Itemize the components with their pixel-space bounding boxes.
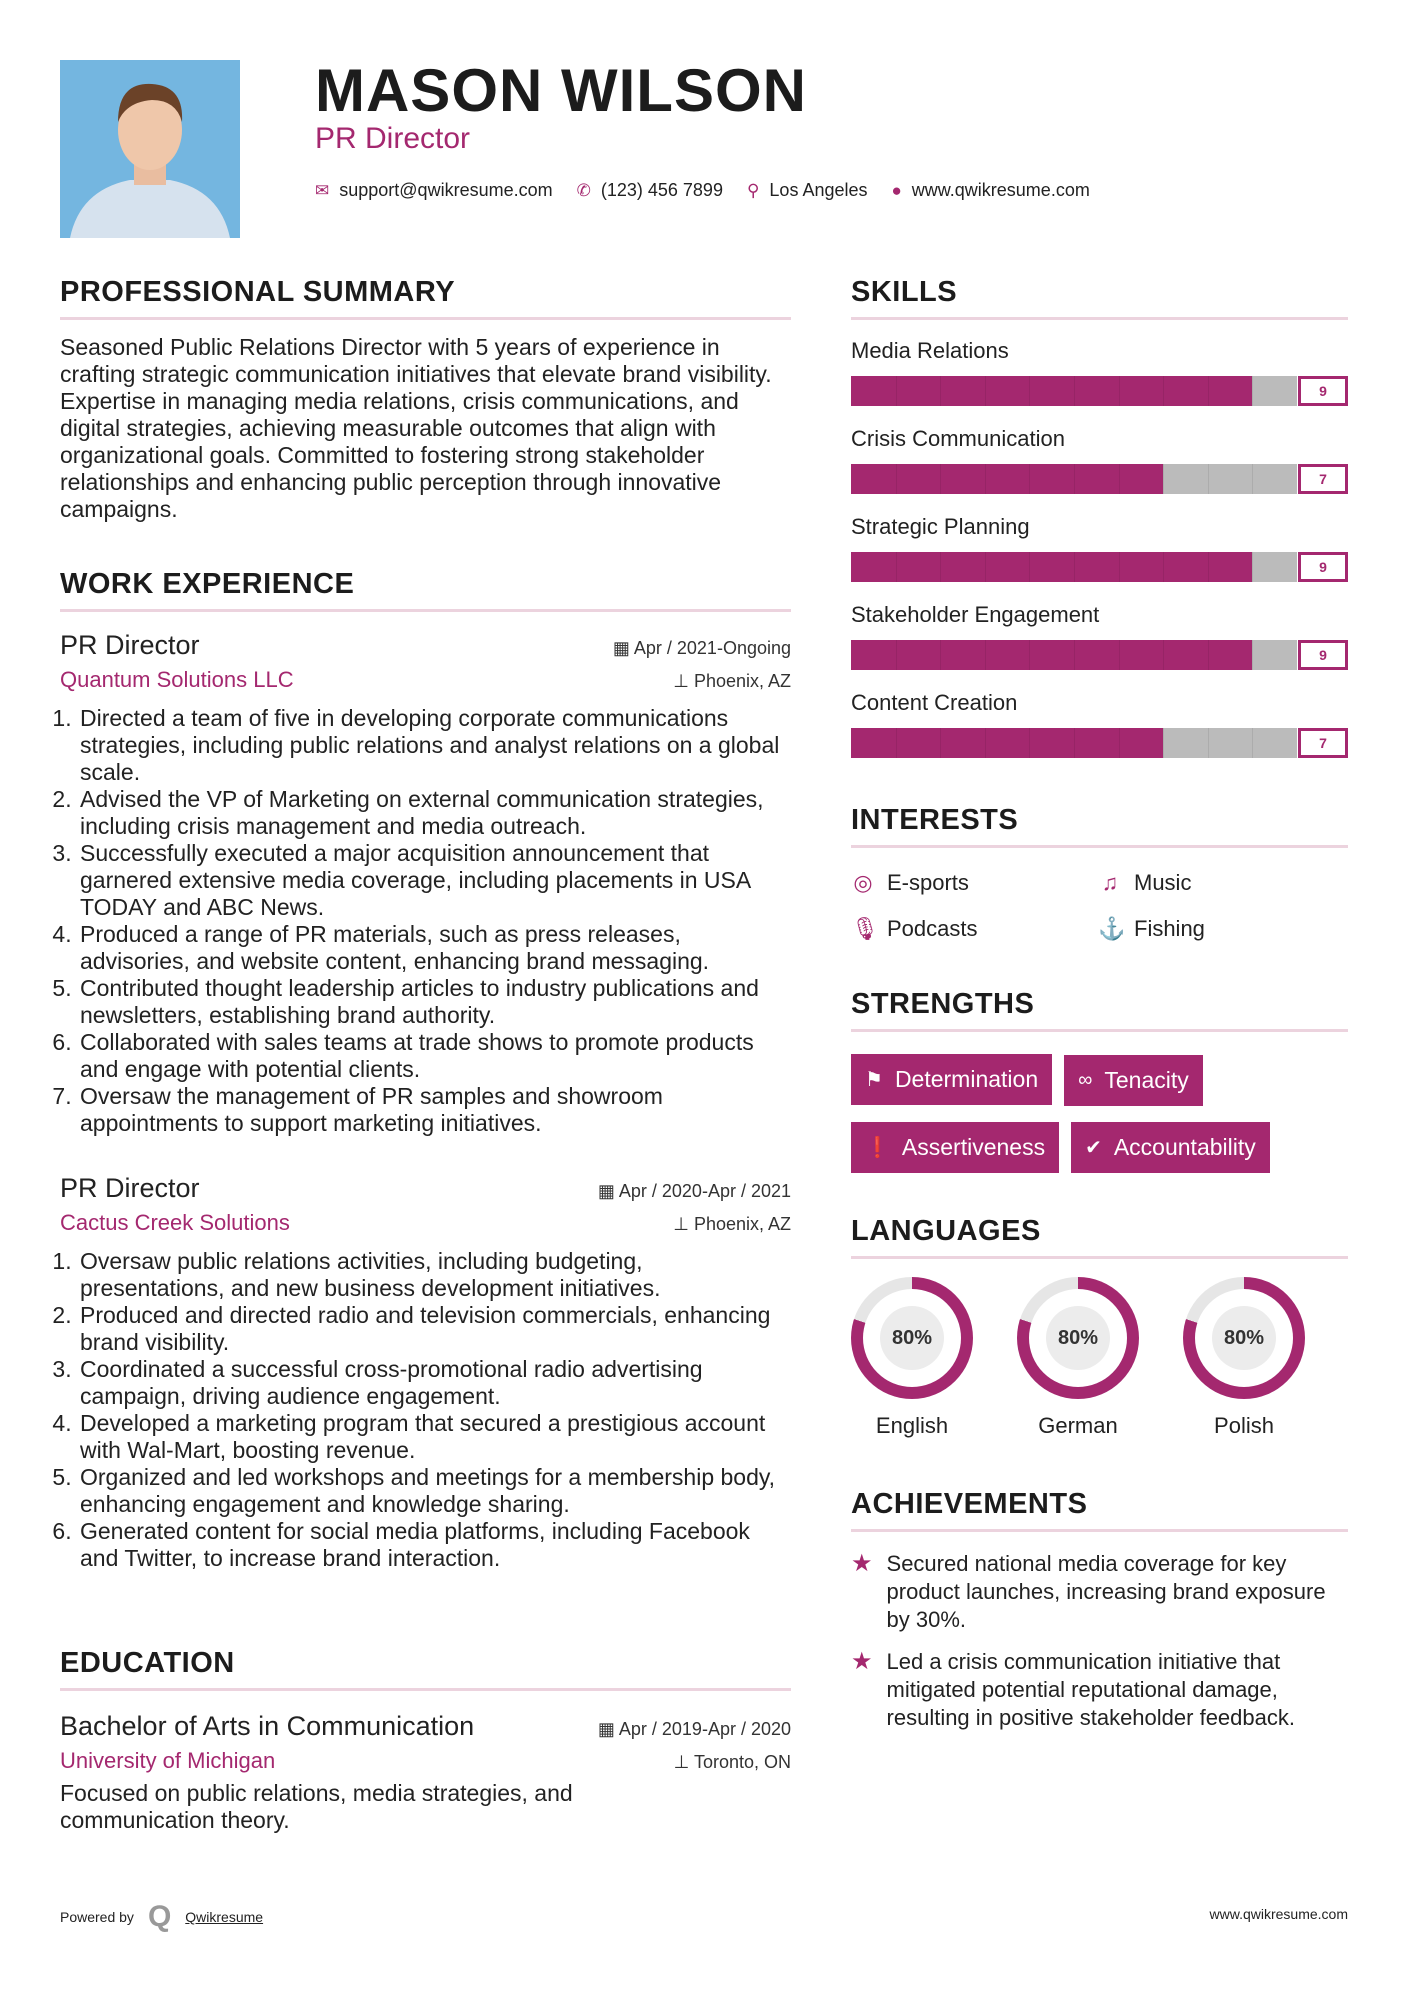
bar-segment-divider <box>896 640 897 670</box>
bar-segment-divider <box>940 552 941 582</box>
life-ring-icon: ◎ <box>853 870 873 895</box>
skill-name: Crisis Communication <box>851 426 1065 451</box>
bar-segment-divider <box>1163 376 1164 406</box>
skill-name: Strategic Planning <box>851 514 1030 539</box>
skill-fill <box>851 640 1252 670</box>
strength-label: Accountability <box>1113 1134 1256 1160</box>
job-title: PR Director <box>60 630 200 660</box>
candidate-name: MASON WILSON <box>315 57 807 124</box>
strength-badge <box>851 1054 1052 1105</box>
bar-segment-divider <box>1074 376 1075 406</box>
profile-photo <box>60 60 240 238</box>
bar-segment-divider <box>985 552 986 582</box>
skill-score: 9 <box>1298 376 1348 406</box>
footer-website[interactable]: www.qwikresume.com <box>1209 1906 1348 1922</box>
divider <box>851 845 1348 848</box>
bullet-item: 1. Directed a team of five in developing corporate communications strategies, including public relations and analyst relations on a global scale. <box>78 705 791 786</box>
bar-segment-divider <box>1208 464 1209 494</box>
skill-bar <box>851 552 1348 582</box>
bar-segment-divider <box>1029 464 1030 494</box>
work-section <box>60 568 791 1608</box>
strength-badge <box>1071 1122 1270 1173</box>
footer-powered <box>60 1900 263 1934</box>
bullet-item: 3. Coordinated a successful cross-promotional radio advertising campaign, driving audience engagement. <box>78 1356 791 1410</box>
job-location: Phoenix, AZ <box>693 671 791 691</box>
bar-segment-divider <box>896 728 897 758</box>
envelope-icon: ✉ <box>315 180 330 200</box>
bullet-item: 4. Produced a range of PR materials, such as press releases, advisories, and website content, enhancing brand messaging. <box>78 921 791 975</box>
interest-item <box>851 906 1098 952</box>
skill-item <box>851 426 1348 494</box>
skill-item <box>851 602 1348 670</box>
degree: Bachelor of Arts in Communication <box>60 1711 475 1741</box>
skill-name: Content Creation <box>851 690 1018 715</box>
language-progress-ring <box>1183 1277 1305 1399</box>
strengths-section <box>851 988 1348 1189</box>
bar-segment-divider <box>896 464 897 494</box>
language-name: Polish <box>1214 1413 1274 1438</box>
section-heading: LANGUAGES <box>851 1215 1041 1247</box>
bar-segment-divider <box>1074 640 1075 670</box>
bar-segment-divider <box>1208 728 1209 758</box>
bar-segment-divider <box>1119 728 1120 758</box>
flag-icon: ⚑ <box>865 1069 883 1091</box>
company-name: Quantum Solutions LLC <box>60 667 294 692</box>
strength-label: Determination <box>894 1066 1039 1092</box>
interest-item <box>1098 906 1348 952</box>
bar-segment-divider <box>896 376 897 406</box>
email-link[interactable]: support@qwikresume.com <box>339 180 553 200</box>
bar-segment-divider <box>896 552 897 582</box>
bar-segment-divider <box>1163 464 1164 494</box>
qwikresume-logo-icon: Q <box>147 1900 172 1933</box>
bullet-item: 6. Collaborated with sales teams at trade shows to promote products and engage with potential clients. <box>78 1029 791 1083</box>
language-percent: 80% <box>880 1306 944 1370</box>
bar-segment-divider <box>940 376 941 406</box>
pin-icon: ⊥ <box>673 1752 694 1772</box>
skill-fill <box>851 376 1252 406</box>
bullet-item: 3. Successfully executed a major acquisition announcement that garnered extensive media coverage, including placements in USA TODAY and ABC News. <box>78 840 791 921</box>
language-item <box>1183 1277 1305 1439</box>
skill-bar <box>851 728 1348 758</box>
bar-segment-divider <box>940 640 941 670</box>
interest-label: Podcasts <box>887 916 978 941</box>
shooting-star-icon: ★ <box>851 1648 873 1675</box>
achievement-text: Led a crisis communication initiative that mitigated potential reputational damage, resulting in positive stakeholder feedback. <box>886 1649 1295 1730</box>
skill-fill <box>851 728 1163 758</box>
strength-label: Assertiveness <box>901 1134 1046 1160</box>
job-dates: Apr / 2020-Apr / 2021 <box>618 1181 791 1201</box>
bullet-item: 5. Organized and led workshops and meetings for a membership body, enhancing engagement and knowledge sharing. <box>78 1464 791 1518</box>
bar-segment-divider <box>1074 552 1075 582</box>
bar-segment-divider <box>1074 728 1075 758</box>
strength-badge <box>1064 1055 1203 1106</box>
bullet-item: 2. Advised the VP of Marketing on external communication strategies, including crisis management and media outreach. <box>78 786 791 840</box>
summary-text: Seasoned Public Relations Director with 5 years of experience in crafting strategic communication initiatives that elevate brand visibility. Expertise in managing media relations, crisis communications, and digital strategies, achieving measurable outcomes that align with organizational goals. Committed to fostering strong stakeholder relationships and enhancing public perception through innovative campaigns. <box>60 334 772 522</box>
company-name: Cactus Creek Solutions <box>60 1210 290 1235</box>
bar-segment-divider <box>1029 728 1030 758</box>
language-name: English <box>875 1413 949 1438</box>
calendar-icon: ▦ <box>597 1181 619 1201</box>
bar-segment-divider <box>1029 552 1030 582</box>
shooting-star-icon: ★ <box>851 1550 873 1577</box>
job-bullets <box>60 705 791 1137</box>
bullet-item: 4. Developed a marketing program that secured a prestigious account with Wal-Mart, boosting revenue. <box>78 1410 791 1464</box>
language-item <box>1017 1277 1139 1439</box>
job-entry <box>60 1173 791 1572</box>
location-text: Los Angeles <box>769 180 868 200</box>
bullet-item: 2. Produced and directed radio and television commercials, enhancing brand visibility. <box>78 1302 791 1356</box>
skill-item <box>851 690 1348 758</box>
interest-item <box>1098 860 1348 906</box>
bar-segment-divider <box>985 376 986 406</box>
education-section <box>60 1647 791 1834</box>
bar-segment-divider <box>940 464 941 494</box>
bar-segment-divider <box>1163 552 1164 582</box>
skill-bar <box>851 640 1348 670</box>
pin-icon: ⊥ <box>673 1214 694 1234</box>
bar-segment-divider <box>1252 376 1253 406</box>
map-pin-icon: ⚲ <box>746 180 760 200</box>
school: University of Michigan <box>60 1748 276 1773</box>
skill-score: 9 <box>1298 552 1348 582</box>
phone-icon: ✆ <box>576 180 591 200</box>
skills-section <box>851 276 1348 778</box>
bullet-item: 1. Oversaw public relations activities, including budgeting, presentations, and new business development initiatives. <box>78 1248 791 1302</box>
bar-segment-divider <box>1252 640 1253 670</box>
bar-segment-divider <box>940 728 941 758</box>
language-percent: 80% <box>1212 1306 1276 1370</box>
bar-segment-divider <box>985 728 986 758</box>
interest-label: E-sports <box>887 870 969 895</box>
interests-section <box>851 804 1348 952</box>
calendar-icon: ▦ <box>597 1719 619 1739</box>
exclamation-circle-icon: ❗ <box>865 1137 890 1159</box>
music-icon: ♫ <box>1101 870 1119 895</box>
bar-segment-divider <box>1119 552 1120 582</box>
section-heading: PROFESSIONAL SUMMARY <box>60 276 456 308</box>
bar-segment-divider <box>1252 552 1253 582</box>
language-name: German <box>1038 1413 1118 1438</box>
section-heading: INTERESTS <box>851 804 1019 836</box>
job-entry <box>60 630 791 1137</box>
divider <box>851 1256 1348 1259</box>
bar-segment-divider <box>1208 640 1209 670</box>
section-heading: ACHIEVEMENTS <box>851 1488 1088 1520</box>
divider <box>60 1688 791 1691</box>
interest-label: Music <box>1134 870 1192 895</box>
language-percent: 80% <box>1046 1306 1110 1370</box>
bar-segment-divider <box>1208 552 1209 582</box>
divider <box>60 609 791 612</box>
bar-segment-divider <box>1119 464 1120 494</box>
skill-fill <box>851 464 1163 494</box>
bar-segment-divider <box>1252 728 1253 758</box>
interest-label: Fishing <box>1134 916 1205 941</box>
bar-segment-divider <box>1163 728 1164 758</box>
website-link[interactable]: www.qwikresume.com <box>911 180 1090 200</box>
languages-section <box>851 1215 1348 1439</box>
check-circle-icon: ✔ <box>1085 1137 1102 1159</box>
bar-segment-divider <box>1119 640 1120 670</box>
summary-section <box>60 276 791 523</box>
bar-segment-divider <box>1208 376 1209 406</box>
skill-item <box>851 514 1348 582</box>
achievement-item <box>851 1648 1348 1732</box>
bar-segment-divider <box>1074 464 1075 494</box>
anchor-icon: ⚓ <box>1098 916 1126 941</box>
divider <box>851 1529 1348 1532</box>
bullet-item: 7. Oversaw the management of PR samples and showroom appointments to support marketing initiatives. <box>78 1083 791 1137</box>
bar-segment-divider <box>1029 376 1030 406</box>
skill-score: 7 <box>1298 464 1348 494</box>
education-location: Toronto, ON <box>693 1752 791 1772</box>
bullet-item: 5. Contributed thought leadership articles to industry publications and newsletters, establishing brand authority. <box>78 975 791 1029</box>
language-progress-ring <box>851 1277 973 1399</box>
bullet-item: 6. Generated content for social media platforms, including Facebook and Twitter, to increase brand interaction. <box>78 1518 791 1572</box>
pin-icon: ⊥ <box>673 671 694 691</box>
bar-segment-divider <box>1119 376 1120 406</box>
contact-row <box>315 180 1090 201</box>
achievement-item <box>851 1550 1348 1634</box>
strength-badge <box>851 1122 1059 1173</box>
section-heading: SKILLS <box>851 276 958 308</box>
interest-item <box>851 860 1098 906</box>
phone-text: (123) 456 7899 <box>600 180 723 200</box>
achievements-section <box>851 1488 1348 1746</box>
divider <box>60 317 791 320</box>
bar-segment-divider <box>985 640 986 670</box>
skill-bar <box>851 464 1348 494</box>
skill-fill <box>851 552 1252 582</box>
divider <box>851 1029 1348 1032</box>
bar-segment-divider <box>985 464 986 494</box>
job-dates: Apr / 2021-Ongoing <box>633 638 791 658</box>
skill-name: Media Relations <box>851 338 1009 363</box>
calendar-icon: ▦ <box>612 638 634 658</box>
globe-icon: ● <box>891 180 902 200</box>
skill-name: Stakeholder Engagement <box>851 602 1100 627</box>
powered-by-text: Powered by <box>60 1909 134 1925</box>
section-heading: WORK EXPERIENCE <box>60 568 355 600</box>
skill-score: 9 <box>1298 640 1348 670</box>
divider <box>851 317 1348 320</box>
brand-link[interactable]: Qwikresume <box>185 1909 264 1925</box>
job-location: Phoenix, AZ <box>693 1214 791 1234</box>
strength-label: Tenacity <box>1104 1067 1189 1093</box>
link-icon: ∞ <box>1078 1069 1093 1091</box>
education-dates: Apr / 2019-Apr / 2020 <box>618 1719 791 1739</box>
skill-bar <box>851 376 1348 406</box>
job-title: PR Director <box>60 1173 200 1203</box>
bar-segment-divider <box>1029 640 1030 670</box>
language-progress-ring <box>1017 1277 1139 1399</box>
language-item <box>851 1277 973 1439</box>
candidate-title: PR Director <box>315 122 471 155</box>
section-heading: STRENGTHS <box>851 988 1035 1020</box>
skill-item <box>851 338 1348 406</box>
bar-segment-divider <box>1163 640 1164 670</box>
job-bullets <box>60 1248 791 1572</box>
achievement-text: Secured national media coverage for key product launches, increasing brand exposure by 30%. <box>886 1551 1326 1632</box>
microphone-icon: 🎙 <box>851 916 879 941</box>
skill-score: 7 <box>1298 728 1348 758</box>
section-heading: EDUCATION <box>60 1647 235 1679</box>
education-description: Focused on public relations, media strategies, and communication theory. <box>60 1780 573 1833</box>
bar-segment-divider <box>1252 464 1253 494</box>
